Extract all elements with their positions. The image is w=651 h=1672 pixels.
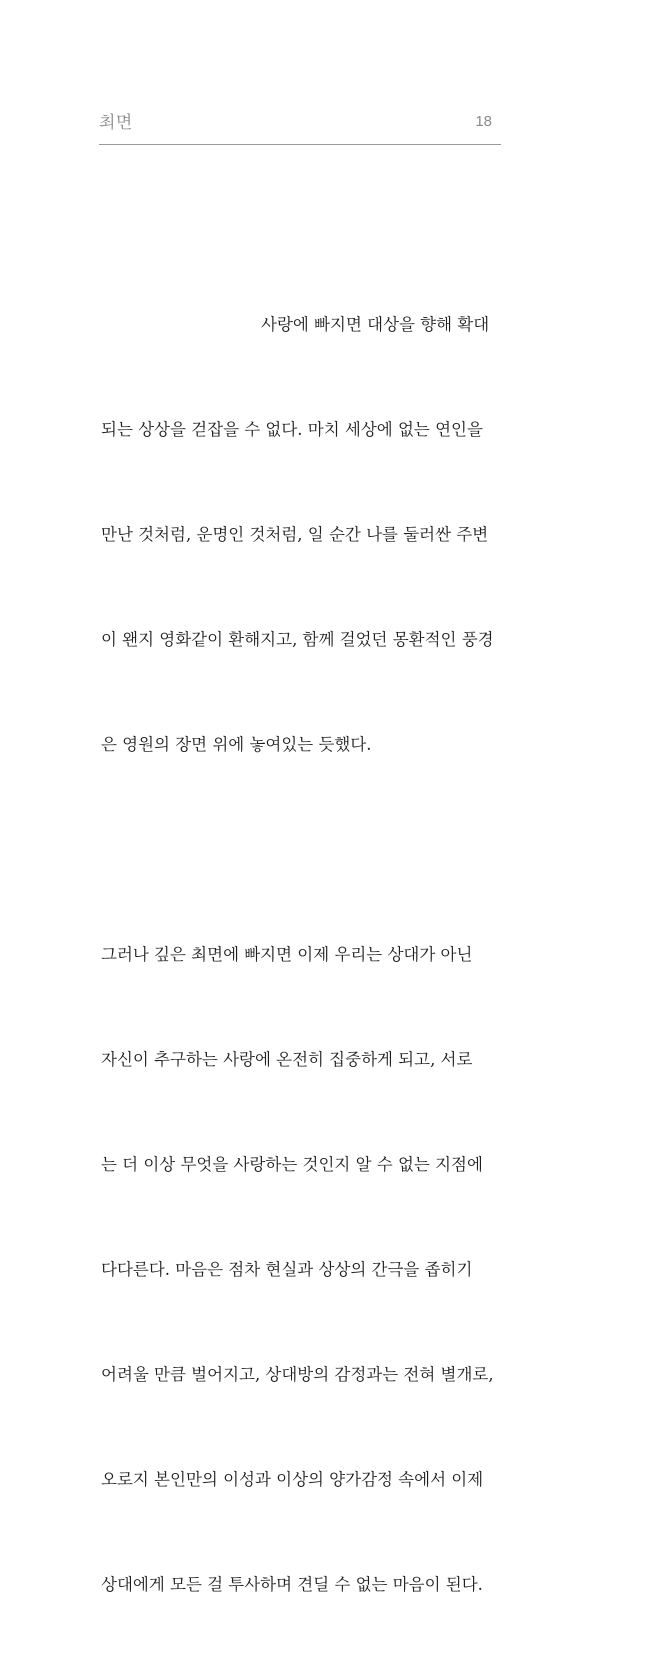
paragraph-2 bbox=[101, 867, 501, 1672]
paragraph-spacer bbox=[101, 832, 501, 867]
text-line: 상대에게 모든 걸 투사하며 견딜 수 없는 마음이 된다. bbox=[101, 1575, 483, 1594]
text-line: 어려울 만큼 벌어지고, 상대방의 감정과는 전혀 별개로, bbox=[101, 1365, 494, 1384]
text-line: 이 왠지 영화같이 환해지고, 함께 걸었던 몽환적인 풍경 bbox=[101, 630, 494, 649]
body-text bbox=[101, 237, 501, 1672]
text-line: 그러나 깊은 최면에 빠지면 이제 우리는 상대가 아닌 bbox=[101, 945, 473, 964]
text-line: 오로지 본인만의 이성과 이상의 양가감정 속에서 이제 bbox=[101, 1470, 484, 1489]
chapter-title: 최면 bbox=[99, 113, 133, 133]
text-line: 은 영원의 장면 위에 놓여있는 듯했다. bbox=[101, 735, 372, 754]
text-line: 는 더 이상 무엇을 사랑하는 것인지 알 수 없는 지점에 bbox=[101, 1155, 483, 1174]
text-line: 사랑에 빠지면 대상을 향해 확대 bbox=[261, 315, 490, 334]
text-line: 자신이 추구하는 사랑에 온전히 집중하게 되고, 서로 bbox=[101, 1050, 473, 1069]
page-number: 18 bbox=[475, 113, 492, 130]
running-header bbox=[99, 104, 501, 144]
text-line: 다다른다. 마음은 점차 현실과 상상의 간극을 좁히기 bbox=[101, 1260, 473, 1279]
text-line: 만난 것처럼, 운명인 것처럼, 일 순간 나를 둘러싼 주변 bbox=[101, 525, 489, 544]
text-line: 되는 상상을 걷잡을 수 없다. 마치 세상에 없는 연인을 bbox=[101, 420, 483, 439]
header-divider bbox=[99, 144, 501, 145]
paragraph-1 bbox=[101, 237, 501, 832]
